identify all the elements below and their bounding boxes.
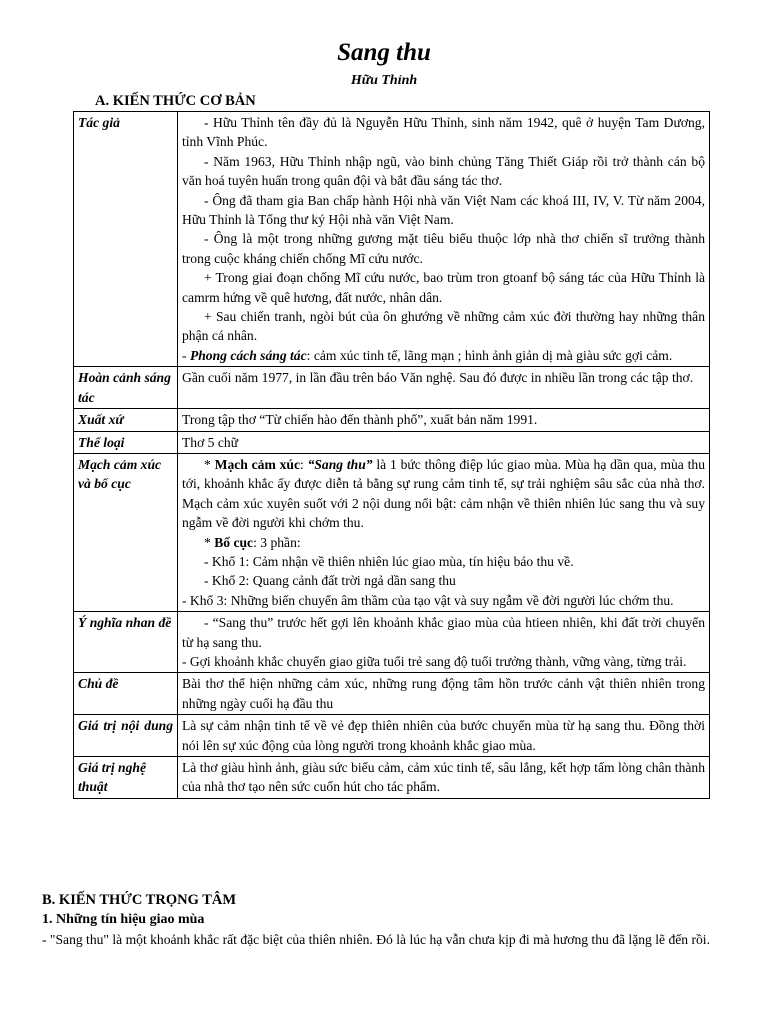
poem-author: Hữu Thỉnh	[350, 73, 418, 88]
p7-prefix: -	[182, 347, 190, 363]
kho-1: - Khổ 1: Cảm nhận về thiên nhiên lúc giao mùa, tín hiệu báo thu về.	[204, 553, 574, 569]
the-loai-text: Thơ 5 chữ	[182, 434, 239, 450]
tac-gia-p2: - Năm 1963, Hữu Thỉnh nhập ngũ, vào binh chủng Tăng Thiết Giáp rồi trở thành cán bộ văn hoá tuyên huấn trong quân đội và bắt đầu sáng tác thơ.	[182, 153, 705, 189]
tac-gia-p6: + Sau chiến tranh, ngòi bút của ôn ghướng về những cảm xúc đời thường hay những thân phận cá nhân.	[182, 309, 705, 344]
bo-cuc-para	[182, 533, 705, 552]
star-1: *	[204, 456, 215, 472]
label-xuat-xu: Xuất xứ	[74, 409, 178, 431]
label-hoan-canh: Hoàn cảnh sáng tác	[74, 367, 178, 409]
tac-gia-p1: - Hữu Thỉnh tên đầy đủ là Nguyễn Hữu Thỉnh, sinh năm 1942, quê ở huyện Tam Dương, tỉnh Vĩnh Phúc.	[182, 115, 705, 150]
label-tac-gia: Tác giả	[74, 112, 178, 367]
row-xuat-xu	[74, 409, 710, 431]
star-2: *	[204, 534, 215, 550]
gia-tri-nghe-thuat-text: Là thơ giàu hình ảnh, giàu sức biểu cảm, cảm xúc tinh tế, sâu lắng, kết hợp tấm lòng chân thành của nhà thơ tạo nên sức cuốn hút cho tác phẩm.	[182, 760, 705, 795]
colon-1: :	[299, 456, 308, 472]
p7-rest: : cảm xúc tinh tế, lãng mạn ; hình ảnh giản dị mà giàu sức gợi cảm.	[306, 347, 673, 363]
poem-title: Sang thu	[337, 39, 431, 66]
label-gia-tri-nghe-thuat: Giá trị nghệ thuật	[74, 757, 178, 799]
row-gia-tri-nghe-thuat	[74, 757, 710, 799]
y-nghia-p1: - “Sang thu” trước hết gợi lên khoảnh khắc giao mùa của htieen nhiên, khi đất trời chuyển từ hạ sang thu.	[182, 615, 705, 650]
bo-cuc-rest: : 3 phần:	[253, 534, 301, 550]
tac-gia-p7	[182, 346, 705, 365]
y-nghia-p2: - Gợi khoảnh khắc chuyển giao giữa tuổi trẻ sang độ tuổi trưởng thành, vững vàng, từng trải.	[182, 653, 687, 669]
mach-cam-xuc-heading: Mạch cảm xúc	[214, 456, 300, 472]
section-b-heading: B. KIẾN THỨC TRỌNG TÂM	[42, 892, 237, 908]
gia-tri-noi-dung-text: Là sự cảm nhận tinh tế về vẻ đẹp thiên nhiên của bước chuyển mùa từ hạ sang thu. Đồng thời nói lên sự xúc động của lòng người trong khoảnh khắc giao mùa.	[182, 718, 705, 753]
row-tac-gia	[74, 112, 710, 367]
row-chu-de	[74, 673, 710, 715]
row-y-nghia	[74, 612, 710, 673]
label-the-loai: Thể loại	[74, 431, 178, 453]
label-y-nghia: Ý nghĩa nhan đề	[74, 612, 178, 673]
label-gia-tri-noi-dung: Giá trị nội dung	[74, 715, 178, 757]
tac-gia-p5: + Trong giai đoạn chống Mĩ cứu nước, bao trùm tron gtoanf bộ sáng tác của Hữu Thỉnh là camrm hứng về quê hương, đất nước, nhân dân.	[182, 270, 705, 305]
row-hoan-canh	[74, 367, 710, 409]
chu-de-text: Bài thơ thể hiện những cảm xúc, những rung động tâm hồn trước cảnh vật thiên nhiên trong những ngày cuối hạ đầu thu	[182, 676, 705, 711]
label-chu-de: Chủ đề	[74, 673, 178, 715]
sang-thu-quote: “Sang thu”	[307, 456, 373, 472]
tac-gia-p4: - Ông là một trong những gương mặt tiêu biểu thuộc lớp nhà thơ chiến sĩ trưởng thành trong cuộc kháng chiến chống Mĩ cứu nước.	[182, 231, 705, 266]
row-gia-tri-noi-dung	[74, 715, 710, 757]
mach-cam-xuc-para	[182, 455, 705, 533]
bo-cuc-heading: Bố cục	[214, 534, 254, 550]
mach-cam-xuc-rest: là 1 bức thông điệp lúc giao mùa. Mùa hạ dần qua, mùa thu tới, khoảnh khắc ấy được diễn tả bằng sự rung cảm tinh tế, sự trải nghiệm sâu sắc của nhà thơ. Mạch cảm xúc xuyên suốt với 2 nội dung nổi bật: cảm nhận về thiên nhiên lúc sang thu và suy ngẫm về đời người khi chớm thu.	[182, 456, 705, 531]
xuat-xu-text: Trong tập thơ “Từ chiến hào đến thành phố”, xuất bản năm 1991.	[182, 412, 538, 428]
kho-2: - Khổ 2: Quang cảnh đất trời ngả dần sang thu	[204, 573, 456, 589]
content-mach-cam-xuc	[178, 453, 710, 611]
body-paragraph-b1: - "Sang thu" là một khoảnh khắc rất đặc biệt của thiên nhiên. Đó là lúc hạ vẫn chưa kịp đi mà hương thu đã lặng lẽ đến rồi.	[42, 932, 710, 947]
row-the-loai	[74, 431, 710, 453]
section-a-heading: A. KIẾN THỨC CƠ BẢN	[95, 93, 256, 109]
subsection-b1-heading: 1. Những tín hiệu giao mùa	[42, 912, 205, 927]
kho-3: - Khổ 3: Những biến chuyển âm thầm của tạo vật và suy ngẫm về đời người lúc chớm thu.	[182, 592, 674, 608]
tac-gia-p3: - Ông đã tham gia Ban chấp hành Hội nhà văn Việt Nam các khoá III, IV, V. Từ năm 2004, Hữu Thỉnh là Tổng thư ký Hội nhà văn Việt Nam.	[182, 192, 705, 228]
label-mach-cam-xuc: Mạch cảm xúc và bố cục	[74, 453, 178, 611]
row-mach-cam-xuc	[74, 453, 710, 611]
phong-cach-label: Phong cách sáng tác	[189, 347, 307, 363]
knowledge-table	[73, 111, 710, 799]
content-tac-gia	[178, 112, 710, 367]
hoan-canh-text: Gần cuối năm 1977, in lần đầu trên báo Văn nghệ. Sau đó được in nhiều lần trong các tập thơ.	[182, 370, 694, 386]
